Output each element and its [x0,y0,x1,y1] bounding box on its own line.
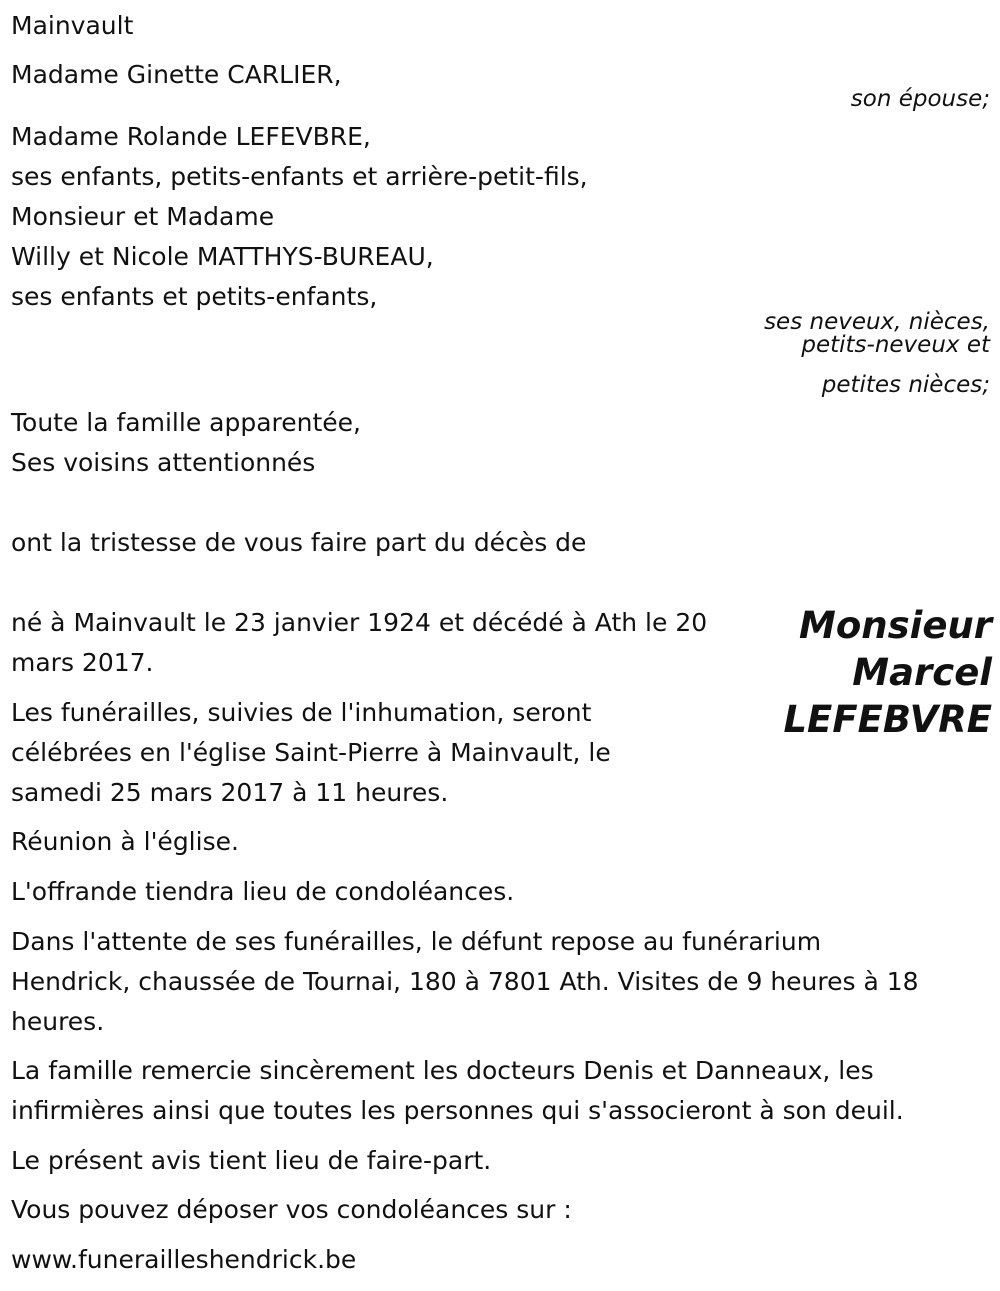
birth-line-1: né à Mainvault le 23 janvier 1924 et décédé à Ath le 20 [11,608,708,637]
announcement-line: ont la tristesse de vous faire part du décès de [11,528,587,557]
funeral-line-3: samedi 25 mars 2017 à 11 heures. [11,778,449,807]
notice-line: Le présent avis tient lieu de faire-part. [11,1146,492,1175]
meeting-line: Réunion à l'église. [11,827,239,856]
condolences-line: Vous pouvez déposer vos condoléances sur : [11,1195,572,1224]
family-line-6: Toute la famille apparentée, [11,408,361,437]
deceased-title: Monsieur [799,604,992,647]
funeral-line-1: Les funérailles, suivies de l'inhumation, seront [11,698,592,727]
repose-line-1: Dans l'attente de ses funérailles, le défunt repose au funérarium [11,927,822,956]
family-line-2: ses enfants, petits-enfants et arrière-petit-fils, [11,162,588,191]
family-line-1: Madame Rolande LEFEVBRE, [11,122,371,151]
nephews-relation-line-1: ses neveux, nièces, [764,309,990,335]
family-line-7: Ses voisins attentionnés [11,448,316,477]
place-line: Mainvault [11,11,134,40]
deceased-first-name: Marcel [852,651,992,694]
wife-relation: son épouse; [850,86,990,112]
deceased-name [783,602,992,743]
repose-line-3: heures. [11,1007,105,1036]
thanks-line-2: infirmières ainsi que toutes les personnes qui s'associeront à son deuil. [11,1096,904,1125]
offering-line: L'offrande tiendra lieu de condoléances. [11,877,515,906]
family-line-4: Willy et Nicole MATTHYS-BUREAU, [11,242,434,271]
family-line-3: Monsieur et Madame [11,202,275,231]
nephews-relation-line-3: petites nièces; [821,372,990,398]
birth-line-2: mars 2017. [11,648,154,677]
thanks-line-1: La famille remercie sincèrement les docteurs Denis et Danneaux, les [11,1056,874,1085]
website-link[interactable]: www.funerailleshendrick.be [11,1245,357,1274]
family-line-5: ses enfants et petits-enfants, [11,282,378,311]
nephews-relation-line-2: petits-neveux et [801,332,990,358]
repose-line-2: Hendrick, chaussée de Tournai, 180 à 7801 Ath. Visites de 9 heures à 18 [11,967,919,996]
wife-line: Madame Ginette CARLIER, [11,60,342,89]
funeral-line-2: célébrées en l'église Saint-Pierre à Mainvault, le [11,738,611,767]
deceased-last-name: LEFEBVRE [783,698,992,741]
